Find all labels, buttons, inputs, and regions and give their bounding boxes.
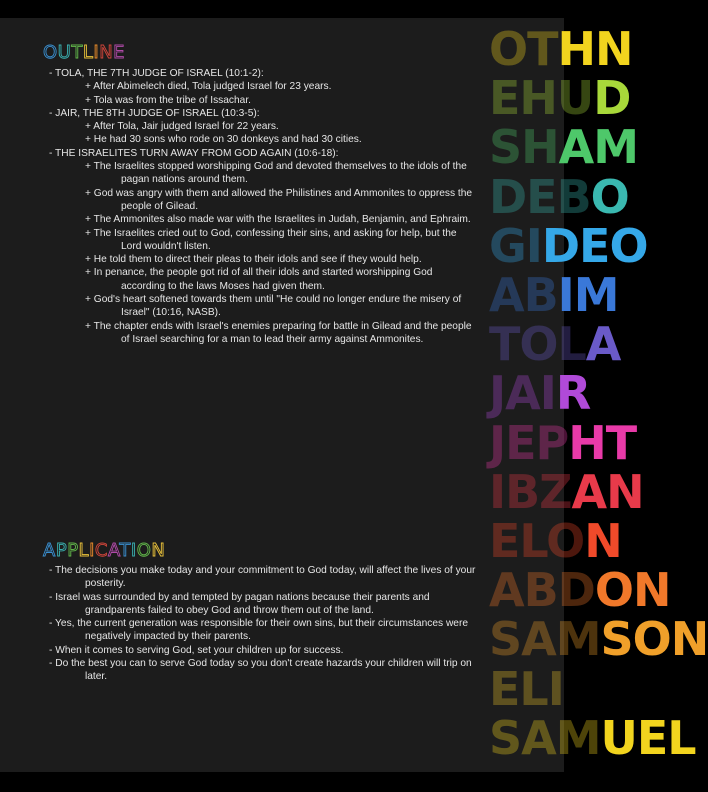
application-point: - The decisions you make today and your commitment to God today, will affect the lives of your posterity. [49, 565, 476, 590]
heading-letter: I [130, 540, 137, 561]
judge-name-dim-part: ELI [489, 661, 564, 716]
judge-name [489, 270, 619, 320]
judge-name-bright-part: SON [600, 612, 708, 667]
outline-point: + The chapter ends with Israel's enemies preparing for battle in Gilead and the people of Israel searching for a man to lead their army against Ammonites. [85, 320, 472, 345]
judge-name-bright-part: A [585, 317, 621, 372]
heading-letter: L [78, 540, 90, 561]
heading-letter: C [94, 540, 108, 561]
outline-section [49, 67, 477, 346]
outline-heading [43, 42, 125, 63]
judge-name-dim-part: ELO [489, 514, 585, 568]
outline-point: + After Abimelech died, Tola judged Israel for 23 years. [85, 81, 332, 93]
outline-point: + After Tola, Jair judged Israel for 22 years. [85, 121, 279, 133]
judge-name [489, 661, 564, 716]
heading-letter: I [89, 540, 95, 561]
outline-point: + The Israelites stopped worshipping God and devoted themselves to the idols of the pagan nations around them. [85, 161, 467, 186]
judge-name-bright-part: AM [558, 120, 639, 175]
judge-name-bright-part: HN [557, 22, 633, 76]
judge-name-dim-part: JEP [489, 415, 569, 470]
heading-letter: U [57, 42, 72, 63]
judge-name [489, 218, 648, 273]
judge-name [489, 516, 622, 566]
judge-name-bright-part: UEL [600, 710, 696, 765]
outline-section-title: - JAIR, THE 8TH JUDGE OF ISRAEL (10:3-5): [49, 107, 260, 119]
outline-point: + God's heart softened towards them until "He could no longer endure the misery of Israel" (10:16, NASB). [85, 294, 462, 319]
judge-name-bright-part: HT [568, 415, 637, 470]
judge-name [489, 317, 621, 372]
judge-name-bright-part: DEO [541, 218, 648, 273]
application-heading [43, 540, 165, 561]
judge-name-bright-part: IM [557, 268, 619, 322]
judge-name-dim-part: IBZ [489, 464, 572, 519]
outline-point: + The Ammonites also made war with the Israelites in Judah, Benjamin, and Ephraim. [85, 214, 471, 226]
judges-name-column [489, 22, 708, 784]
heading-letter: A [107, 540, 120, 561]
judge-name-dim-part: AB [489, 268, 558, 322]
judge-name [489, 563, 671, 618]
judge-name-dim-part: ABD [489, 563, 595, 618]
application-point: - Yes, the current generation was responsible for their own sins, but their circumstances were negatively impacted by their parents. [49, 618, 469, 643]
heading-letter: T [119, 540, 131, 561]
application-section [49, 564, 477, 684]
heading-letter: L [82, 42, 94, 63]
judge-name-bright-part: R [555, 366, 591, 421]
heading-letter: A [43, 540, 56, 561]
outline-point: + God was angry with them and allowed the Philistines and Ammonites to oppress the people of Gilead. [85, 187, 473, 212]
judge-name [489, 169, 629, 224]
judge-name-bright-part: D [593, 71, 631, 126]
judge-name-dim-part: SAM [489, 710, 601, 765]
heading-letter: T [71, 42, 83, 63]
heading-letter: N [151, 540, 166, 561]
application-point: - Do the best you can to serve God today so you don't create hazards your children will trip on later. [49, 658, 472, 683]
application-point: - Israel was surrounded by and tempted by pagan nations because their parents and grandparents failed to obey God and throw them out of the land. [49, 591, 430, 616]
heading-letter: P [67, 540, 79, 561]
outline-point: + In penance, the people got rid of all their idols and started worshipping God according to the laws Moses had given them. [85, 267, 433, 292]
outline-point: + The Israelites cried out to God, confessing their sins, and asking for help, but the Lord wouldn't listen. [85, 227, 457, 252]
judge-name [489, 710, 696, 765]
outline-section-title: - TOLA, THE 7TH JUDGE OF ISRAEL (10:1-2): [49, 68, 264, 79]
heading-letter: P [55, 540, 68, 561]
heading-letter: O [43, 42, 58, 63]
judge-name-dim-part: GI [489, 218, 542, 273]
judge-name [489, 120, 639, 175]
judge-name [489, 366, 591, 421]
judge-name [489, 415, 637, 470]
heading-letter: I [93, 42, 100, 63]
application-point: - When it comes to serving God, set your children up for success. [49, 644, 344, 656]
judge-name-dim-part: OT [489, 22, 558, 76]
outline-section-title: - THE ISRAELITES TURN AWAY FROM GOD AGAIN (10:6-18): [49, 147, 339, 159]
judge-name-dim-part: TOL [489, 317, 586, 372]
judge-name-bright-part: O [590, 169, 629, 224]
judge-name [489, 612, 708, 667]
judge-name-dim-part: DEB [489, 169, 591, 224]
heading-letter: E [113, 42, 126, 63]
outline-point: + He had 30 sons who rode on 30 donkeys and had 30 cities. [85, 134, 362, 146]
judge-name-bright-part: ON [594, 563, 671, 618]
judge-name [489, 71, 631, 126]
judge-name-dim-part: SH [489, 120, 559, 175]
heading-letter: O [136, 540, 152, 561]
judge-name-bright-part: N [584, 514, 622, 568]
outline-point: + Tola was from the tribe of Issachar. [85, 94, 252, 106]
judge-name [489, 24, 632, 74]
heading-letter: N [99, 42, 114, 63]
judge-name-dim-part: EHU [489, 71, 594, 126]
judge-name-dim-part: SAM [489, 612, 601, 667]
outline-point: + He told them to direct their pleas to their idols and see if they would help. [85, 254, 422, 266]
judge-name-dim-part: JAI [489, 366, 556, 421]
judge-name-bright-part: AN [571, 464, 644, 519]
judge-name [489, 464, 644, 519]
